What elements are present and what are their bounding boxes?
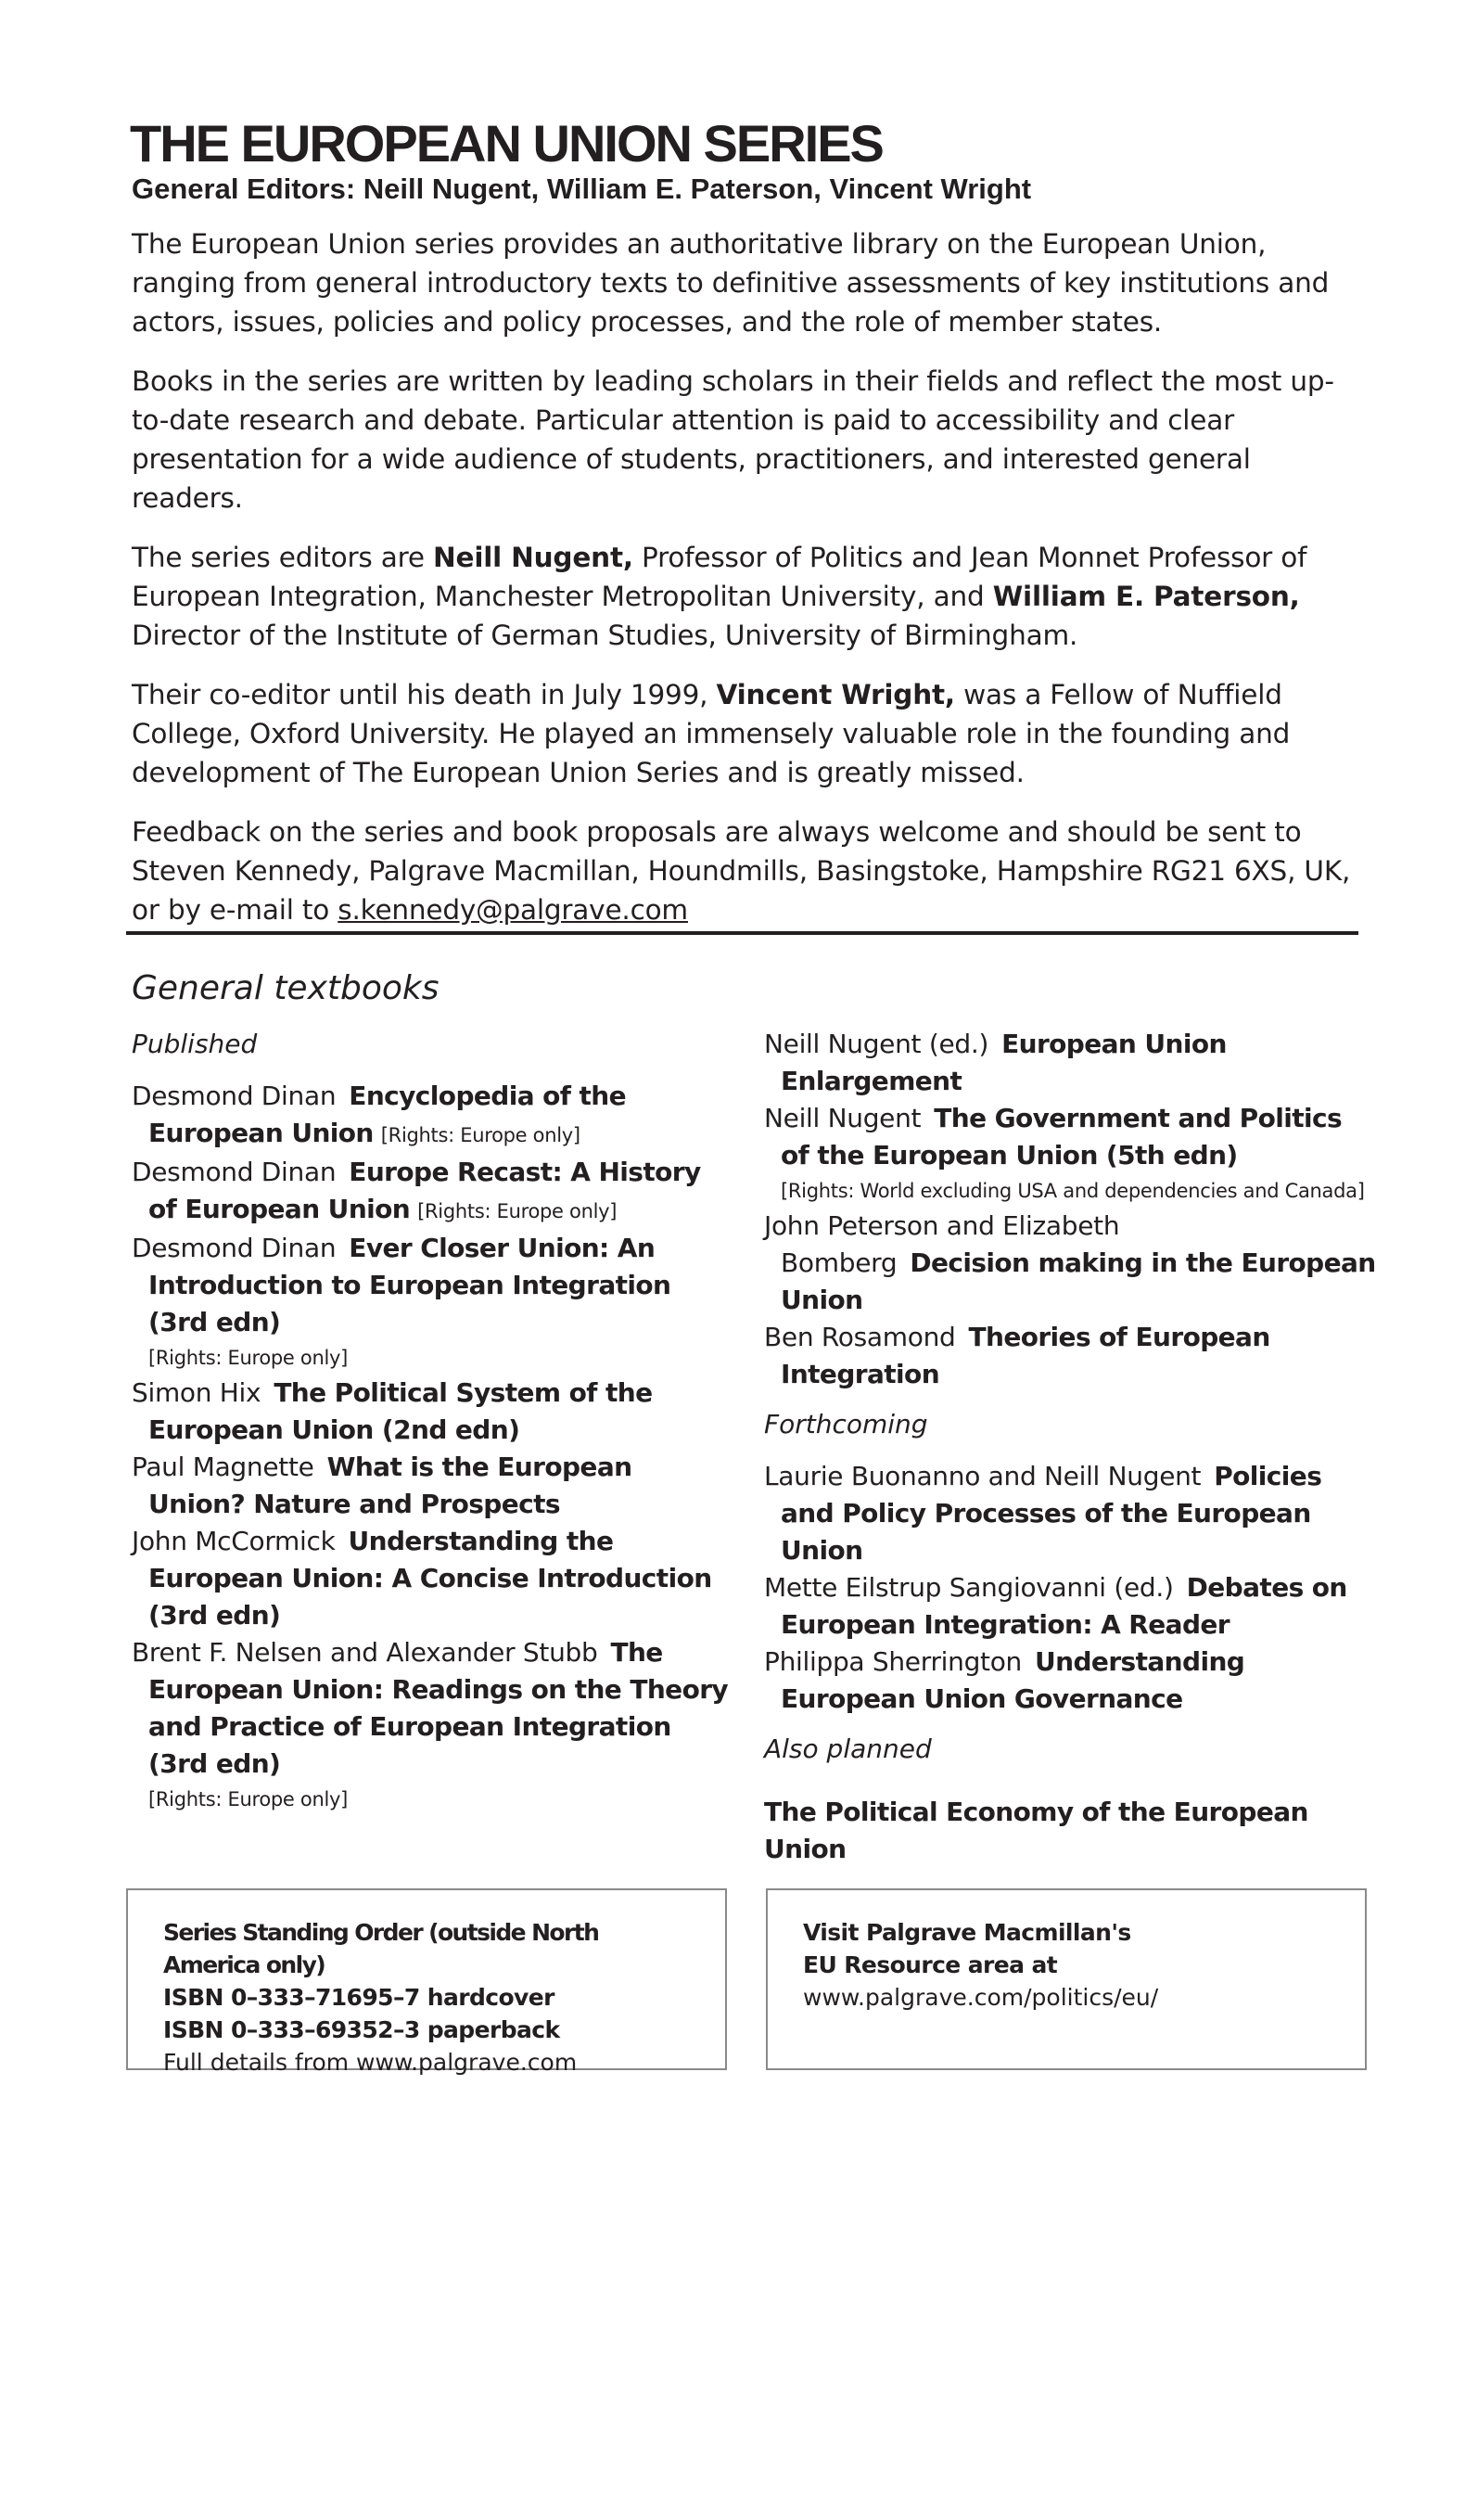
intro-paragraph-1: The European Union series provides an authoritative library on the European Union, ranging from general introductory texts to definitive assessments of key institutions and actors, issues, policies and policy processes, and the role of member states. <box>132 228 1330 338</box>
standing-order-box <box>126 1888 727 2076</box>
forthcoming-list <box>764 1458 1376 1718</box>
resource-box <box>766 1888 1367 2070</box>
planned-book-title: The Political Economy of the European Union <box>764 1797 1308 1864</box>
book-title: Encyclopedia of the European Union <box>148 1081 627 1148</box>
text-span: The series editors are <box>132 542 434 573</box>
book-entry <box>764 1208 1376 1319</box>
published-label: Published <box>132 1029 258 1059</box>
book-entry <box>764 1569 1376 1644</box>
isbn-hardcover: ISBN 0–333–71695–7 hardcover <box>163 1984 554 2011</box>
book-author: Neill Nugent (ed.) <box>764 1029 989 1059</box>
text-span: was a Fellow of Nuffield College, Oxford University. He played an immensely valuable role in the founding and development of The European Union Series and is greatly missed. <box>132 679 1291 788</box>
text-span: Feedback on the series and book proposals are always welcome and should be sent to Steven Kennedy, Palgrave Macmillan, Houndmills, Basingstoke, Hampshire RG21 6XS, UK, or by e-mail to <box>132 816 1351 926</box>
book-author: Philippa Sherrington <box>764 1646 1023 1677</box>
book-title: Policies and Policy Processes of the European Union <box>781 1461 1322 1566</box>
full-details-text: Full details from www.palgrave.com <box>163 2049 578 2076</box>
book-rights: [Rights: Europe only] <box>148 1788 349 1810</box>
published-list-right <box>764 1026 1376 1393</box>
book-author: Ben Rosamond <box>764 1322 956 1352</box>
intro-paragraph-5 <box>132 812 1365 929</box>
editor-name: William E. Paterson, <box>992 581 1300 612</box>
intro-paragraph-4 <box>132 675 1365 792</box>
book-title: Ever Closer Union: An Introduction to European Integration (3rd edn) <box>148 1233 671 1337</box>
book-author: Simon Hix <box>132 1377 261 1408</box>
book-author: Desmond Dinan <box>132 1157 337 1187</box>
book-entry <box>132 1230 734 1375</box>
text-span: Their co-editor until his death in July 1999, <box>132 679 717 710</box>
book-entry <box>132 1154 734 1230</box>
text-span: Director of the Institute of German Studies, University of Birmingham. <box>132 620 1078 651</box>
editor-name: Vincent Wright, <box>716 679 955 710</box>
book-title: Debates on European Integration: A Reader <box>781 1572 1347 1640</box>
left-column <box>132 1026 734 1816</box>
book-title: The European Union: Readings on the Theory and Practice of European Integration (3rd edn) <box>148 1637 729 1779</box>
divider-rule <box>126 931 1358 935</box>
book-entry <box>132 1523 734 1634</box>
book-entry <box>132 1634 734 1816</box>
isbn-paperback: ISBN 0–333–69352–3 paperback <box>163 2016 560 2043</box>
book-title: Theories of European Integration <box>781 1322 1270 1389</box>
resource-url[interactable]: www.palgrave.com/politics/eu/ <box>803 1984 1159 2011</box>
book-author: John McCormick <box>132 1526 336 1556</box>
book-entry <box>132 1078 734 1154</box>
book-title: The Government and Politics of the European Union (5th edn) <box>781 1103 1343 1170</box>
book-author: Laurie Buonanno and Neill Nugent <box>764 1461 1202 1491</box>
intro-text <box>132 224 1365 950</box>
book-entry <box>764 1319 1376 1393</box>
book-entry <box>764 1100 1376 1208</box>
standing-order-heading: Series Standing Order (outside North America only) <box>163 1919 599 1978</box>
text-span: Professor of Politics and Jean Monnet Professor of European Integration, Manchester Metropolitan University, and <box>132 542 1307 612</box>
section-title: General textbooks <box>132 969 440 1007</box>
editor-name: Neill Nugent, <box>433 542 633 573</box>
book-title: Decision making in the European Union <box>781 1247 1376 1315</box>
book-entry <box>764 1458 1376 1569</box>
book-entry <box>764 1644 1376 1718</box>
resource-heading: Visit Palgrave Macmillan's <box>803 1919 1131 1946</box>
book-author: Paul Magnette <box>132 1452 314 1482</box>
right-column <box>764 1026 1376 1894</box>
book-rights: [Rights: Europe only] <box>380 1124 580 1146</box>
book-title: Understanding the European Union: A Concise Introduction (3rd edn) <box>148 1526 712 1631</box>
general-editors: General Editors: Neill Nugent, William E. Paterson, Vincent Wright <box>132 173 1032 205</box>
book-title: The Political System of the European Union (2nd edn) <box>148 1377 653 1445</box>
intro-paragraph-3 <box>132 538 1365 655</box>
book-author: Desmond Dinan <box>132 1081 337 1111</box>
book-title: European Union Enlargement <box>781 1029 1227 1096</box>
series-title: THE EUROPEAN UNION SERIES <box>130 114 883 173</box>
book-author: Brent F. Nelsen and Alexander Stubb <box>132 1637 598 1668</box>
book-title: What is the European Union? Nature and Prospects <box>148 1452 632 1519</box>
book-entry <box>132 1375 734 1449</box>
book-rights: [Rights: World excluding USA and dependencies and Canada] <box>781 1180 1365 1202</box>
book-title: Europe Recast: A History of European Union <box>148 1157 701 1224</box>
forthcoming-label: Forthcoming <box>764 1409 928 1439</box>
book-author: John Peterson and Elizabeth Bomberg <box>764 1210 1120 1278</box>
book-entry <box>132 1449 734 1523</box>
published-list-left <box>132 1078 734 1816</box>
also-planned-label: Also planned <box>764 1733 932 1764</box>
resource-subheading: EU Resource area at <box>803 1951 1058 1978</box>
book-rights: [Rights: Europe only] <box>148 1347 349 1369</box>
book-rights: [Rights: Europe only] <box>417 1200 618 1222</box>
book-author: Neill Nugent <box>764 1103 922 1133</box>
email-link[interactable]: s.kennedy@palgrave.com <box>338 894 688 926</box>
book-author: Mette Eilstrup Sangiovanni (ed.) <box>764 1572 1174 1603</box>
book-author: Desmond Dinan <box>132 1233 337 1263</box>
intro-paragraph-2: Books in the series are written by leading scholars in their fields and reflect the most up-to-date research and debate. Particular attention is paid to accessibility and clear presentation for a wide audience of students, practitioners, and interested general readers. <box>132 365 1334 514</box>
book-entry <box>764 1026 1376 1100</box>
book-title: Understanding European Union Governance <box>781 1646 1245 1714</box>
